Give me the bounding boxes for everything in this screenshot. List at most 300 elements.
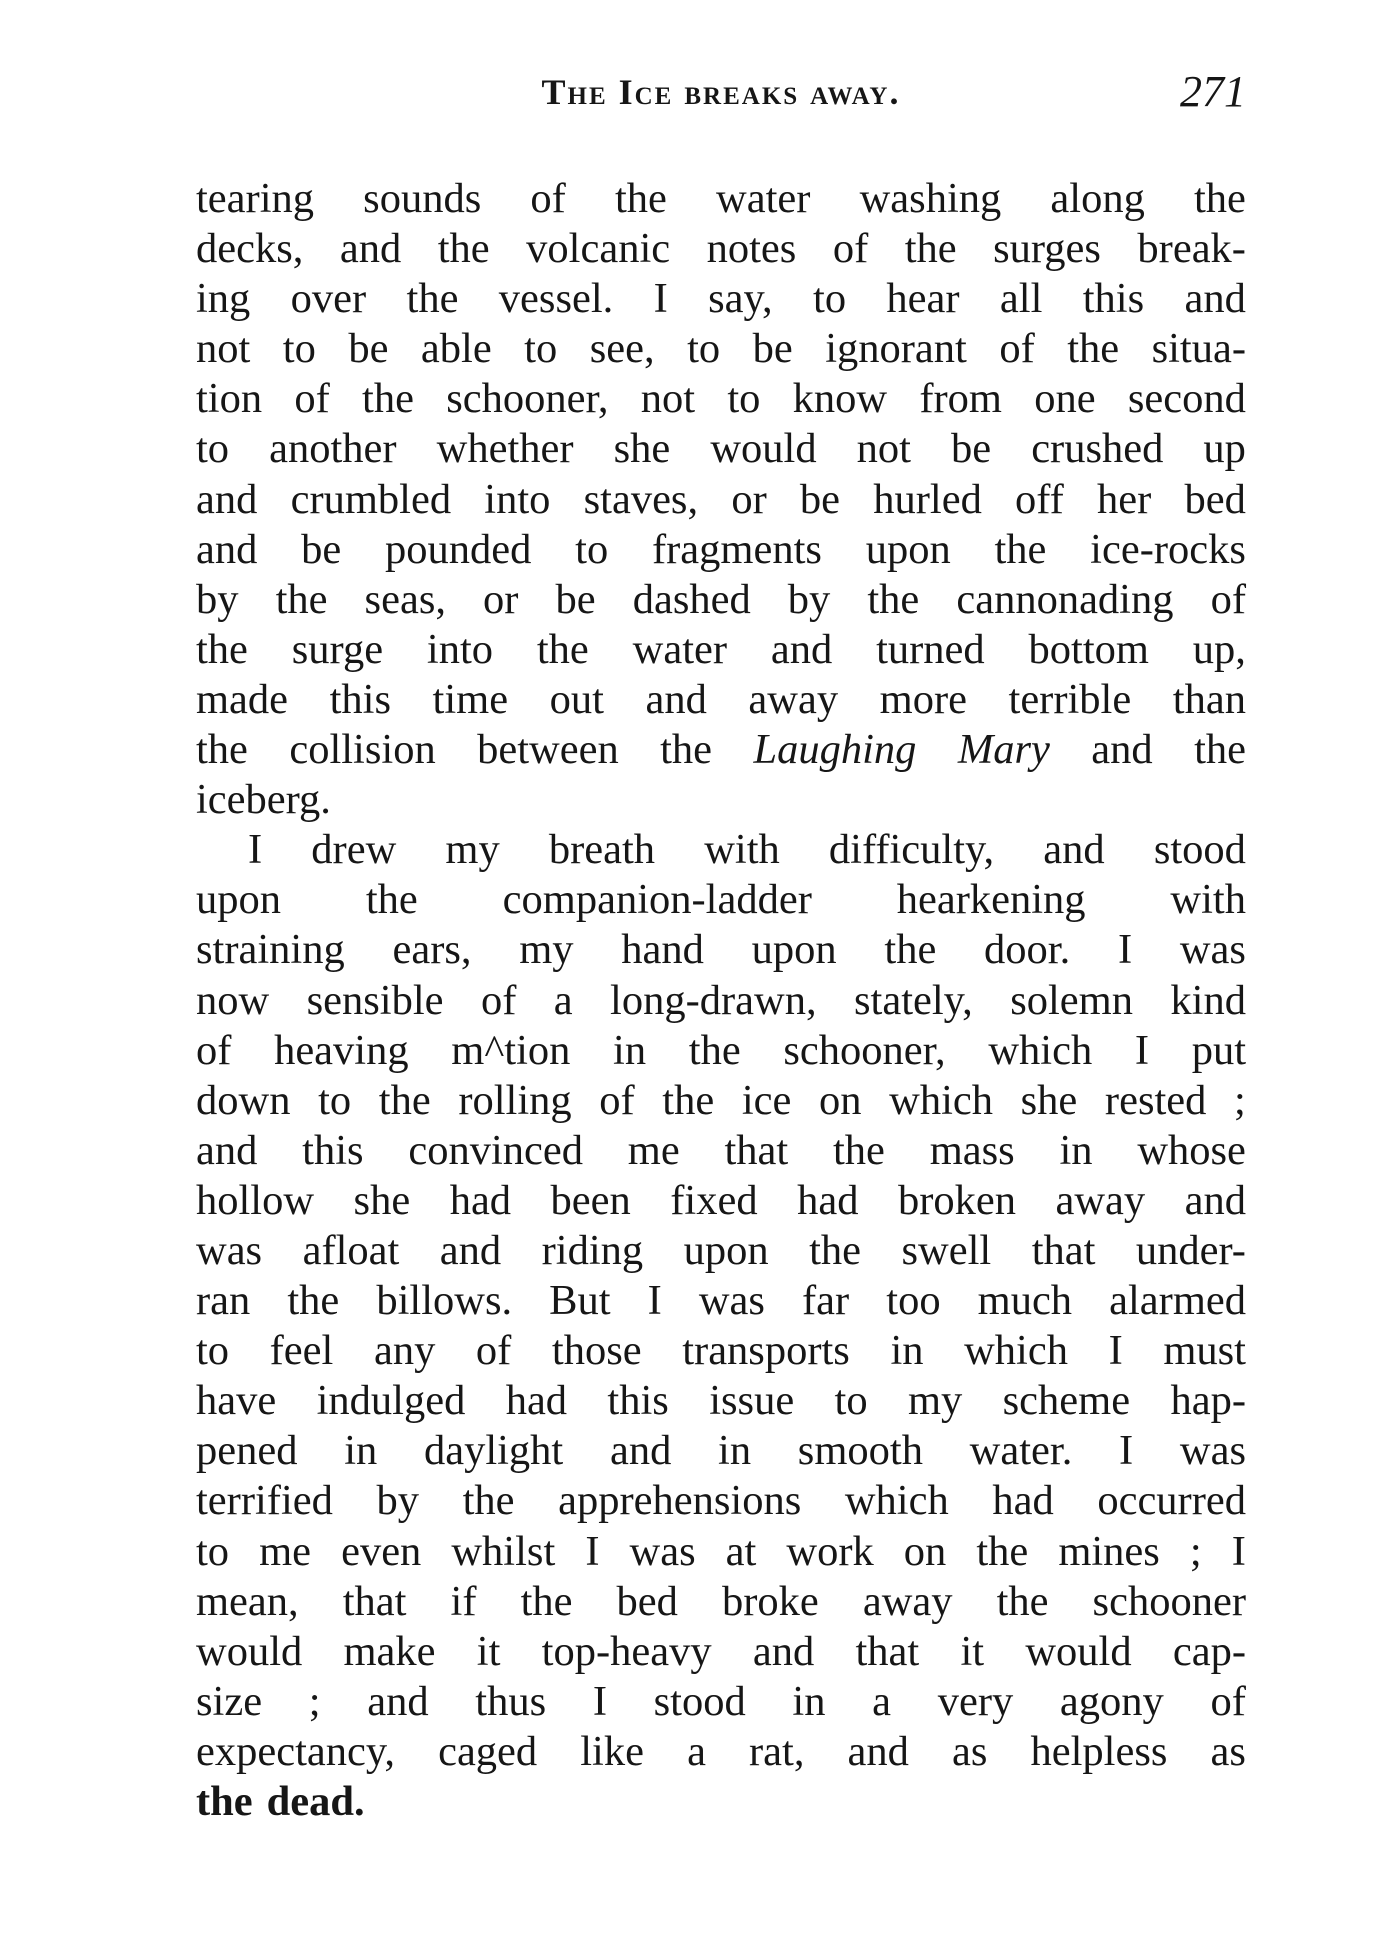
- word: the: [660, 726, 713, 774]
- word: staves,: [583, 475, 699, 523]
- word: the: [688, 1026, 741, 1074]
- word: had: [505, 1377, 568, 1425]
- word: of: [475, 1327, 512, 1375]
- word: to: [727, 375, 761, 423]
- word: even: [341, 1527, 422, 1575]
- word: over: [290, 275, 367, 323]
- word: the: [437, 225, 490, 273]
- word: ;: [1234, 1076, 1246, 1124]
- word: iceberg.: [196, 776, 331, 824]
- word: ice: [741, 1076, 792, 1124]
- word: not: [196, 325, 251, 373]
- word: not: [640, 375, 696, 423]
- word: breath: [548, 826, 656, 874]
- word: would: [196, 1627, 303, 1675]
- word: I: [1119, 1427, 1134, 1475]
- word: the: [196, 726, 248, 774]
- text-line: [196, 675, 1246, 725]
- word: notes: [706, 225, 797, 273]
- word: door.: [984, 926, 1071, 974]
- word: upon: [196, 876, 281, 924]
- word: to: [282, 325, 316, 373]
- italic-word: Mary: [957, 726, 1050, 774]
- text-line: [196, 1376, 1246, 1426]
- word: and: [847, 1727, 909, 1775]
- word: up,: [1192, 625, 1246, 673]
- word: she: [613, 425, 671, 473]
- word: it: [960, 1627, 985, 1675]
- word: able: [420, 325, 492, 373]
- word: away: [1055, 1176, 1146, 1224]
- word: sounds: [363, 175, 482, 222]
- word: along: [1050, 175, 1145, 222]
- text-line: [196, 1426, 1246, 1476]
- word: a: [872, 1677, 892, 1725]
- word: fragments: [652, 525, 822, 573]
- word: the: [275, 575, 328, 623]
- word: and: [609, 1427, 672, 1475]
- word: and: [1043, 826, 1105, 874]
- word: of: [530, 175, 566, 222]
- word: put: [1191, 1026, 1246, 1074]
- word: one: [1034, 375, 1096, 423]
- word: second: [1127, 375, 1246, 423]
- word: the: [976, 1527, 1029, 1575]
- word: to: [524, 325, 558, 373]
- word: schooner: [1092, 1577, 1246, 1625]
- word: a: [553, 976, 573, 1024]
- word: whose: [1137, 1126, 1246, 1174]
- text-line: [196, 1476, 1246, 1526]
- word: water: [716, 175, 811, 222]
- word: with: [1170, 876, 1246, 924]
- word: collision: [289, 726, 436, 774]
- word: heaving: [274, 1026, 409, 1074]
- word: and: [339, 225, 402, 273]
- word: into: [484, 475, 551, 523]
- word: time: [432, 675, 509, 723]
- word: me: [259, 1527, 312, 1575]
- word: the: [1193, 175, 1246, 222]
- word: had: [449, 1176, 512, 1224]
- word: and: [196, 475, 258, 523]
- word: any: [373, 1327, 436, 1375]
- word: and: [1184, 275, 1246, 323]
- word: whether: [436, 425, 574, 473]
- italic-word: Laughing: [753, 726, 917, 774]
- word: a: [687, 1727, 706, 1775]
- page-number: 271: [1180, 67, 1246, 116]
- word: terrified: [196, 1477, 333, 1525]
- text-line: [196, 1527, 1246, 1577]
- word: she: [353, 1176, 411, 1224]
- word: alarmed: [1109, 1277, 1246, 1325]
- word: more: [879, 675, 967, 723]
- word: hap-: [1170, 1377, 1246, 1425]
- word: the: [406, 275, 459, 323]
- word: in: [1059, 1126, 1093, 1174]
- text-line: [196, 1577, 1246, 1627]
- word: the: [196, 1778, 253, 1825]
- word: and: [752, 1627, 815, 1675]
- word: very: [937, 1677, 1014, 1725]
- word: crumbled: [290, 475, 452, 523]
- word: say,: [708, 275, 773, 323]
- text-line: [196, 1276, 1246, 1326]
- word: whilst: [451, 1527, 556, 1575]
- word: top-heavy: [541, 1627, 712, 1675]
- word: turned: [876, 625, 985, 673]
- word: I: [647, 1277, 662, 1325]
- word: much: [977, 1277, 1073, 1325]
- word: me: [627, 1126, 680, 1174]
- word: upon: [865, 525, 951, 573]
- text-line: [196, 1226, 1246, 1276]
- word: ;: [1189, 1527, 1202, 1575]
- word: on: [819, 1076, 862, 1124]
- text-line: [196, 1326, 1246, 1376]
- word: volcanic: [526, 225, 671, 273]
- word: caged: [438, 1727, 538, 1775]
- word: hollow: [196, 1176, 315, 1224]
- word: cap-: [1172, 1627, 1246, 1675]
- word: schooner,: [783, 1026, 946, 1074]
- word: the: [378, 1076, 431, 1124]
- word: the: [996, 1577, 1049, 1625]
- word: that: [342, 1577, 407, 1625]
- text-line: [196, 925, 1246, 975]
- word: I: [653, 275, 668, 323]
- word: dead.: [266, 1778, 365, 1825]
- word: sensible: [306, 976, 444, 1024]
- word: of: [999, 325, 1035, 373]
- word: or: [731, 475, 767, 523]
- word: now: [196, 976, 270, 1024]
- word: that: [855, 1627, 920, 1675]
- word: of: [480, 976, 517, 1024]
- word: into: [426, 625, 494, 673]
- word: had: [992, 1477, 1054, 1525]
- word: crushed: [1031, 425, 1164, 473]
- word: ran: [196, 1277, 251, 1325]
- word: ears,: [392, 926, 472, 974]
- text-line: [196, 324, 1246, 374]
- word: the: [196, 625, 248, 673]
- word: the: [462, 1477, 515, 1525]
- word: and: [439, 1226, 502, 1274]
- word: the: [662, 1076, 715, 1124]
- word: of: [1210, 1677, 1246, 1725]
- word: or: [483, 575, 519, 623]
- word: must: [1163, 1327, 1246, 1375]
- word: straining: [196, 926, 345, 974]
- word: to: [834, 1377, 868, 1425]
- word: occurred: [1097, 1477, 1246, 1525]
- word: bottom: [1028, 625, 1149, 673]
- word: to: [575, 525, 609, 573]
- word: between: [477, 726, 619, 774]
- word: at: [725, 1527, 757, 1575]
- word: ice-rocks: [1090, 525, 1246, 573]
- word: to: [196, 425, 230, 473]
- word: stately,: [853, 976, 973, 1024]
- word: to: [318, 1076, 352, 1124]
- word: would: [1025, 1627, 1132, 1675]
- word: made: [196, 675, 289, 723]
- word: my: [907, 1377, 963, 1425]
- word: the: [365, 876, 418, 924]
- word: another: [269, 425, 397, 473]
- word: in: [344, 1427, 378, 1475]
- word: which: [889, 1076, 994, 1124]
- text-line: [196, 1076, 1246, 1126]
- word: her: [1097, 475, 1152, 523]
- word: hurled: [873, 475, 982, 523]
- word: upon: [751, 926, 837, 974]
- word: have: [196, 1377, 277, 1425]
- word: terrible: [1008, 675, 1132, 723]
- word: m^tion: [451, 1026, 571, 1074]
- word: apprehensions: [558, 1477, 802, 1525]
- word: that: [1031, 1226, 1096, 1274]
- word: as: [1210, 1727, 1246, 1775]
- word: cannonading: [956, 575, 1174, 623]
- word: But: [549, 1277, 611, 1325]
- word: the: [994, 525, 1047, 573]
- word: I: [248, 826, 263, 874]
- word: had: [797, 1176, 859, 1224]
- final-line: [196, 1777, 1246, 1827]
- word: than: [1172, 675, 1246, 723]
- word: was: [698, 1277, 765, 1325]
- word: those: [551, 1327, 642, 1375]
- text-line: [196, 1176, 1246, 1226]
- word: the: [287, 1277, 340, 1325]
- word: as: [952, 1727, 988, 1775]
- text-line: [196, 475, 1246, 525]
- word: stood: [653, 1677, 746, 1725]
- text-line: [196, 625, 1246, 675]
- word: solemn: [1010, 976, 1133, 1024]
- word: the: [904, 225, 957, 273]
- word: in: [792, 1677, 826, 1725]
- word: to: [196, 1527, 230, 1575]
- word: see,: [589, 325, 655, 373]
- text-line: [196, 274, 1246, 324]
- word: down: [196, 1076, 291, 1124]
- word: in: [613, 1026, 647, 1074]
- word: and: [770, 625, 833, 673]
- word: schooner,: [446, 375, 609, 423]
- word: make: [343, 1627, 436, 1675]
- word: thus: [475, 1677, 547, 1725]
- word: ignorant: [825, 325, 967, 373]
- word: away: [748, 675, 839, 723]
- word: rat,: [749, 1727, 805, 1775]
- word: indulged: [316, 1377, 466, 1425]
- word: ing: [196, 275, 251, 323]
- running-head-title: The Ice breaks away.: [541, 72, 901, 112]
- word: like: [580, 1727, 644, 1775]
- text-line: [196, 424, 1246, 474]
- word: the: [614, 175, 667, 222]
- word: be: [799, 475, 841, 523]
- word: the: [809, 1226, 862, 1274]
- word: bed: [1184, 475, 1246, 523]
- word: feel: [269, 1327, 334, 1375]
- word: on: [903, 1527, 947, 1575]
- body-text: [196, 174, 1246, 1827]
- word: I: [585, 1527, 600, 1575]
- text-line: [196, 1026, 1246, 1076]
- word: dashed: [632, 575, 751, 623]
- word: be: [752, 325, 793, 373]
- word: be: [301, 525, 342, 573]
- word: which: [988, 1026, 1093, 1074]
- word: by: [196, 575, 239, 623]
- word: I: [592, 1677, 607, 1725]
- word: kind: [1170, 976, 1246, 1024]
- word: billows.: [376, 1277, 513, 1325]
- word: it: [476, 1627, 501, 1675]
- word: was: [1179, 926, 1246, 974]
- word: and: [645, 675, 707, 723]
- word: was: [1179, 1427, 1246, 1475]
- word: the: [833, 1126, 885, 1174]
- word: convinced: [408, 1126, 583, 1174]
- word: of: [294, 375, 330, 423]
- word: mines: [1058, 1527, 1160, 1575]
- word: of: [832, 225, 869, 273]
- word: expectancy,: [196, 1727, 395, 1775]
- word: seas,: [364, 575, 446, 623]
- word: too: [886, 1277, 941, 1325]
- word: in: [890, 1327, 924, 1375]
- word: and: [1091, 726, 1153, 774]
- word: hearkening: [896, 876, 1086, 924]
- word: in: [718, 1427, 752, 1475]
- running-head: [196, 66, 1246, 126]
- word: helpless: [1030, 1727, 1168, 1775]
- word: surges: [993, 225, 1101, 273]
- text-line: [196, 224, 1246, 274]
- word: which: [964, 1327, 1068, 1375]
- word: of: [1210, 575, 1246, 623]
- word: up: [1203, 425, 1246, 473]
- word: and: [196, 1126, 258, 1174]
- word: surge: [291, 625, 384, 673]
- word: long-drawn,: [610, 976, 817, 1024]
- word: to: [687, 325, 721, 373]
- word: be: [555, 575, 596, 623]
- word: with: [704, 826, 780, 874]
- word: rested: [1104, 1076, 1207, 1124]
- word: this: [1082, 275, 1145, 323]
- word: would: [710, 425, 817, 473]
- word: I: [1117, 926, 1133, 974]
- word: and: [1184, 1176, 1246, 1224]
- word: the: [362, 375, 414, 423]
- word: she: [1020, 1076, 1078, 1124]
- text-line: [196, 976, 1246, 1026]
- word: pened: [196, 1427, 298, 1475]
- text-line: [196, 1677, 1246, 1727]
- word: if: [450, 1577, 477, 1625]
- word: break-: [1137, 225, 1246, 273]
- word: hear: [886, 275, 960, 323]
- word: far: [802, 1277, 850, 1325]
- word: work: [786, 1527, 874, 1575]
- word: from: [919, 375, 1002, 423]
- word: not: [856, 425, 911, 473]
- word: of: [196, 1026, 232, 1074]
- word: the: [520, 1577, 573, 1625]
- word: off: [1015, 475, 1064, 523]
- word: smooth: [797, 1427, 923, 1475]
- word: and: [367, 1677, 429, 1725]
- word: away: [862, 1577, 953, 1625]
- word: be: [951, 425, 992, 473]
- word: decks,: [196, 225, 304, 273]
- word: issue: [709, 1377, 795, 1425]
- paragraph-start-line: [196, 825, 1246, 875]
- word: broken: [897, 1176, 1016, 1224]
- word: to: [813, 275, 847, 323]
- word: ;: [308, 1677, 321, 1725]
- word: scheme: [1002, 1377, 1131, 1425]
- text-line: [196, 1126, 1246, 1176]
- word: by: [787, 575, 831, 623]
- word: drew: [311, 826, 397, 874]
- text-line: [196, 1727, 1246, 1777]
- text-line: [196, 374, 1246, 424]
- word: was: [629, 1527, 696, 1575]
- word: out: [549, 675, 604, 723]
- word: tearing: [196, 175, 314, 222]
- word: the: [1194, 726, 1246, 774]
- word: and: [196, 525, 258, 573]
- word: my: [519, 926, 574, 974]
- word: fixed: [670, 1176, 758, 1224]
- word: was: [196, 1226, 263, 1274]
- word: water.: [969, 1427, 1073, 1475]
- word: swell: [901, 1226, 992, 1274]
- word: under-: [1135, 1226, 1246, 1274]
- word: hand: [621, 926, 704, 974]
- word: riding: [541, 1226, 644, 1274]
- word: afloat: [302, 1226, 400, 1274]
- word: tion: [196, 375, 263, 423]
- word: I: [1231, 1527, 1246, 1575]
- word: the: [884, 926, 937, 974]
- word: agony: [1059, 1677, 1164, 1725]
- word: daylight: [423, 1427, 564, 1475]
- word: washing: [859, 175, 1002, 222]
- word: mean,: [196, 1577, 299, 1625]
- text-line: [196, 725, 1246, 775]
- word: stood: [1153, 826, 1246, 874]
- word: the: [867, 575, 920, 623]
- word: which: [844, 1477, 949, 1525]
- word: mass: [929, 1126, 1015, 1174]
- word: situa-: [1151, 325, 1246, 373]
- word: of: [599, 1076, 635, 1124]
- word: by: [376, 1477, 419, 1525]
- word: be: [348, 325, 389, 373]
- word: all: [999, 275, 1043, 323]
- word: upon: [683, 1226, 769, 1274]
- word: companion-ladder: [502, 876, 812, 924]
